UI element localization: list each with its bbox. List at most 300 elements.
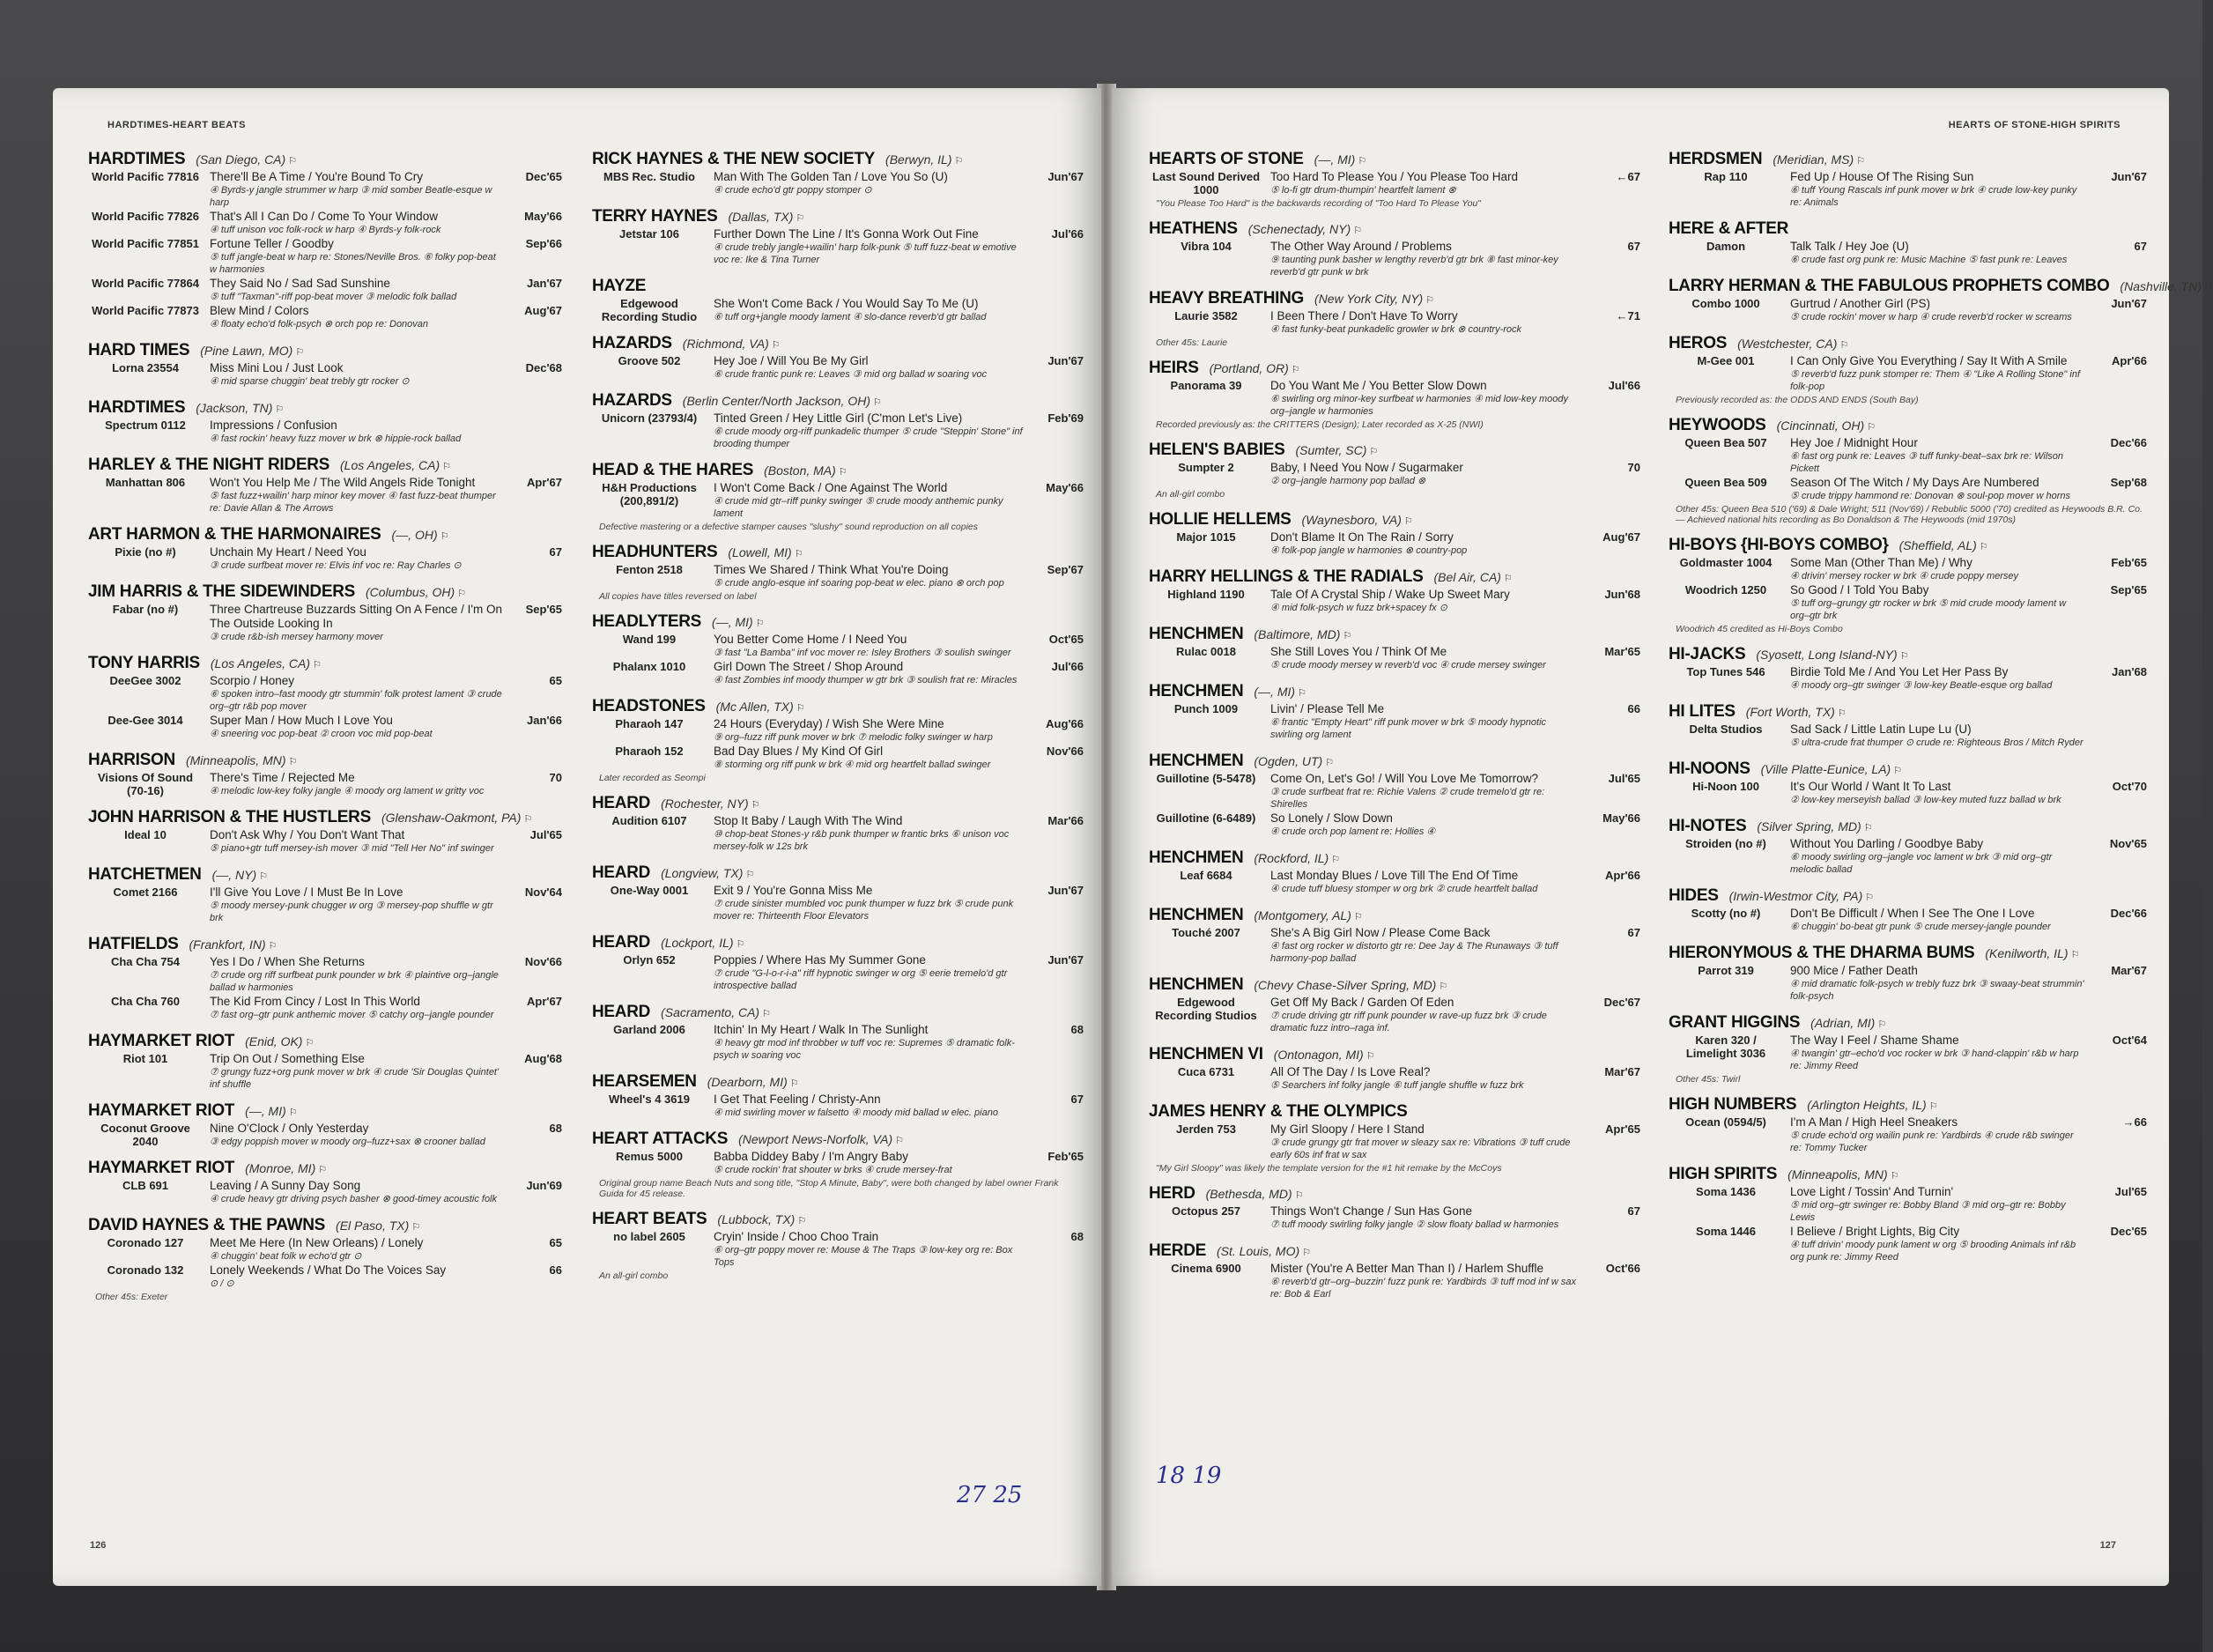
song-titles: There's Time / Rejected Me	[210, 771, 355, 784]
release-body	[210, 1263, 502, 1290]
release-date: Jun'67	[1047, 884, 1084, 897]
release-body	[1270, 461, 1580, 487]
band-name: HIGH NUMBERS	[1669, 1095, 1797, 1114]
release-body	[1790, 354, 2087, 393]
band-entry	[590, 1003, 1084, 1062]
release-row	[1669, 556, 2147, 582]
band-location: (San Diego, CA) ⚐	[196, 152, 297, 167]
song-description: ⑨ taunting punk basher w lengthy reverb'd gtr brk ⑧ fast minor-key reverb'd gtr punk w brk	[1270, 255, 1558, 278]
release-row	[592, 953, 1084, 992]
release-row	[88, 1052, 562, 1091]
band-name: JOHN HARRISON & THE HUSTLERS	[88, 808, 371, 826]
release-date: 67	[1627, 240, 1640, 253]
release-body	[1270, 170, 1580, 196]
release-row	[592, 814, 1084, 853]
band-name: HATFIELDS	[88, 935, 179, 953]
song-description: ⑤ reverb'd fuzz punk stomper re: Them ④ "Like A Rolling Stone" inf folk-pop	[1790, 369, 2081, 392]
release-date: Mar'65	[1604, 645, 1640, 658]
band-location: (Berlin Center/North Jackson, OH) ⚐	[683, 394, 882, 408]
release-row	[592, 717, 1084, 744]
release-body	[1270, 530, 1580, 557]
release-date: 65	[549, 674, 562, 687]
song-description: ③ crude surfbeat mover re: Elvis inf voc re: Ray Charles ⊙	[210, 560, 462, 571]
song-description: ⑥ frantic "Empty Heart" riff punk mover w brk ⑤ moody hypnotic swirling org lament	[1270, 717, 1547, 740]
release-row	[88, 170, 562, 209]
band-header	[1669, 416, 2147, 435]
record-label: Visions Of Sound (70-16)	[97, 771, 194, 797]
song-description: ④ mid sparse chuggin' beat trebly gtr rocker ⊙	[210, 376, 410, 387]
band-header	[1669, 645, 2147, 664]
band-header	[88, 150, 562, 169]
band-header	[88, 341, 562, 360]
song-description: ③ edgy poppish mover w moody org–fuzz+sax ⊗ crooner ballad	[210, 1137, 485, 1147]
song-description: ⑥ spoken intro–fast moody gtr stummin' folk protest lament ③ crude org–gtr r&b pop mover	[210, 689, 502, 712]
song-titles: Won't You Help Me / The Wild Angels Ride Tonight	[210, 476, 476, 489]
release-row	[1669, 240, 2147, 266]
band-location: (Lubbock, TX) ⚐	[717, 1212, 806, 1226]
release-body	[1790, 837, 2087, 876]
release-body	[210, 210, 502, 236]
band-name: HARDTIMES	[88, 150, 186, 168]
record-label: Wand 199	[622, 633, 677, 646]
release-row	[1669, 354, 2147, 393]
song-description: ④ chuggin' beat folk w echo'd gtr ⊙	[210, 1251, 362, 1262]
release-row	[1149, 1204, 1640, 1231]
entry-note: All copies have titles reversed on label	[599, 591, 757, 602]
band-entry	[1667, 219, 2147, 266]
band-entry	[590, 863, 1084, 922]
release-body	[210, 419, 502, 445]
song-description: ⑨ org–fuzz riff punk mover w brk ⑦ melodic folky swinger w harp	[714, 732, 993, 743]
band-location: (—, MI) ⚐	[712, 615, 765, 629]
record-label: Edgewood Recording Studios	[1155, 996, 1257, 1022]
release-body	[1270, 996, 1580, 1034]
song-titles: Bad Day Blues / My Kind Of Girl	[714, 745, 884, 758]
song-description: ④ heavy gtr mod inf throbber w tuff voc re: Supremes ⑤ dramatic folk-psych w soaring voc	[714, 1038, 1015, 1061]
band-header	[88, 935, 562, 954]
band-location: (Schenectady, NY) ⚐	[1248, 222, 1362, 236]
band-header	[1669, 536, 2147, 555]
release-date: 70	[549, 771, 562, 784]
release-body	[1270, 588, 1580, 614]
band-entry	[1147, 1241, 1640, 1300]
release-date: Mar'67	[1604, 1065, 1640, 1078]
band-entry	[590, 1072, 1084, 1119]
band-entry	[590, 334, 1084, 381]
song-description: ② org–jangle harmony pop ballad ⊗	[1270, 476, 1426, 486]
release-date: Feb'65	[2111, 556, 2147, 569]
song-titles: Hey Joe / Will You Be My Girl	[714, 354, 869, 367]
band-header	[1669, 277, 2202, 296]
release-row	[1149, 996, 1640, 1034]
release-body	[714, 633, 1024, 659]
band-header	[1149, 752, 1640, 771]
record-label: Hi-Noon 100	[1692, 780, 1759, 793]
band-header	[1149, 359, 1640, 378]
release-row	[592, 1230, 1084, 1269]
band-entry	[590, 933, 1084, 992]
band-entry	[1667, 1165, 2147, 1263]
song-description: ⑤ ultra-crude frat thumper ⊙ crude re: Righteous Bros / Mitch Ryder	[1790, 737, 2083, 748]
song-description: ④ fast funky-beat punkadelic growler w brk ⊗ country-rock	[1270, 324, 1522, 335]
band-header	[1669, 150, 2147, 169]
song-description: ⑤ piano+gtr tuff mersey-ish mover ③ mid "Tell Her No" inf swinger	[210, 843, 494, 854]
song-titles: Impressions / Confusion	[210, 419, 337, 432]
band-header	[592, 543, 1084, 562]
release-row	[88, 995, 562, 1021]
band-entry	[1147, 150, 1640, 209]
release-row	[592, 1093, 1084, 1119]
band-header	[592, 150, 1084, 169]
release-row	[1669, 1185, 2147, 1224]
release-body	[210, 237, 502, 276]
band-name: HI-NOONS	[1669, 759, 1750, 778]
band-location: (—, NY) ⚐	[212, 868, 268, 882]
song-titles: Poppies / Where Has My Summer Gone	[714, 953, 926, 967]
song-description: ⑤ tuff jangle-beat w harp re: Stones/Neville Bros. ⑥ folky pop-beat w harmonies	[210, 252, 496, 275]
song-titles: She Won't Come Back / You Would Say To Me (U)	[714, 297, 979, 310]
band-name: HENCHMEN	[1149, 906, 1244, 924]
release-date: Nov'64	[524, 885, 562, 899]
song-description: ⑤ crude rockin' frat shouter w brks ④ crude mersey-frat	[714, 1165, 952, 1175]
band-entry	[1667, 944, 2147, 1003]
band-entry	[590, 794, 1084, 853]
record-label: Cuca 6731	[1177, 1065, 1235, 1078]
record-label: Pixie (no #)	[115, 545, 176, 559]
release-body	[210, 828, 502, 855]
page-number-left: 126	[90, 1540, 107, 1551]
release-body	[1790, 476, 2087, 502]
band-location: (Minneapolis, MN) ⚐	[1787, 1167, 1899, 1182]
band-name: HENCHMEN	[1149, 848, 1244, 867]
band-name: HEATHENS	[1149, 219, 1238, 238]
song-titles: I Get That Feeling / Christy-Ann	[714, 1093, 881, 1106]
song-titles: Babba Diddey Baby / I'm Angry Baby	[714, 1150, 908, 1163]
song-description: ⑥ moody swirling org–jangle voc lament w brk ③ mid org–gtr melodic ballad	[1790, 852, 2053, 875]
record-label: Parrot 319	[1698, 964, 1754, 977]
band-header	[592, 863, 1084, 883]
song-description: ④ crude trebly jangle+wailin' harp folk-punk ⑤ tuff fuzz-beat w emotive voc re: Ike & Tina Turner	[714, 242, 1017, 265]
release-date: Jul'66	[1608, 379, 1640, 392]
release-row	[592, 297, 1084, 323]
song-description: ④ crude echo'd gtr poppy stomper ⊙	[714, 185, 872, 196]
song-description: ④ crude orch pop lament re: Hollies ④	[1270, 826, 1436, 837]
song-description: ④ melodic low-key folky jangle ④ moody org lament w gritty voc	[210, 786, 485, 796]
band-name: HAYZE	[592, 277, 647, 295]
song-titles: She's A Big Girl Now / Please Come Back	[1270, 926, 1491, 939]
band-entry	[1667, 416, 2147, 525]
release-row	[1149, 702, 1640, 741]
release-date: Jul'66	[1051, 660, 1084, 673]
release-body	[1790, 297, 2087, 323]
record-label: Unicorn (23793/4)	[601, 411, 698, 425]
song-description: ⑦ fast org–gtr punk anthemic mover ⑤ catchy org–jangle pounder	[210, 1010, 494, 1020]
band-header	[88, 1101, 562, 1121]
song-description: ⑦ crude "G-l-o-r-i-a" riff hypnotic swinger w org ⑤ eerie tremelo'd gtr introspective ballad	[714, 968, 1008, 991]
release-row	[1149, 1065, 1640, 1092]
song-description: ④ mid folk-psych w fuzz brk+spacey fx ⊙	[1270, 603, 1447, 613]
band-location: (Newport News-Norfolk, VA) ⚐	[738, 1132, 904, 1146]
release-date: Aug'66	[1046, 717, 1084, 730]
song-titles: It's Our World / Want It To Last	[1790, 780, 1951, 793]
record-label: Pharaoh 152	[615, 745, 684, 758]
record-label: Highland 1190	[1167, 588, 1245, 601]
band-name: JAMES HENRY & THE OLYMPICS	[1149, 1102, 1408, 1121]
band-location: (Columbus, OH) ⚐	[366, 585, 466, 599]
record-label: Queen Bea 509	[1684, 476, 1767, 489]
record-label: Goldmaster 1004	[1679, 556, 1773, 569]
band-name: HERE & AFTER	[1669, 219, 1789, 238]
band-entry	[1147, 1102, 1640, 1174]
song-description: ④ tuff drivin' moody punk lament w org ⑤ brooding Animals inf r&b org punk re: Jimmy Reed	[1790, 1240, 2076, 1263]
band-header	[1149, 1184, 1640, 1204]
record-label: Jetstar 106	[619, 227, 679, 241]
band-name: HAYMARKET RIOT	[88, 1159, 235, 1177]
song-description: ⑤ tuff "Taxman"-riff pop-beat mover ③ melodic folk ballad	[210, 292, 457, 302]
release-row	[1149, 588, 1640, 614]
release-row	[592, 227, 1084, 266]
release-row	[1669, 476, 2147, 502]
song-description: ⑩ chop-beat Stones-y r&b punk thumper w frantic brks ⑥ unison voc mersey-folk w 12s brk	[714, 829, 1010, 852]
release-date: 67	[1627, 1204, 1640, 1218]
record-label: Coronado 132	[107, 1263, 184, 1277]
band-location: (Montgomery, AL) ⚐	[1254, 908, 1362, 922]
band-entry	[1667, 759, 2147, 806]
song-titles: Too Hard To Please You / You Please Too Hard	[1270, 170, 1518, 183]
release-date: Jan'68	[2112, 665, 2147, 678]
release-body	[714, 411, 1024, 450]
entry-note: Other 45s: Laurie	[1156, 337, 1228, 348]
band-entry	[1147, 1045, 1640, 1092]
release-body	[1790, 436, 2087, 475]
song-description: ⑤ moody mersey-punk chugger w org ③ mersey-pop shuffle w gtr brk	[210, 900, 493, 923]
release-date: Dec'67	[1603, 996, 1640, 1009]
band-name: HELEN'S BABIES	[1149, 441, 1285, 459]
record-label: Delta Studios	[1689, 722, 1763, 736]
release-row	[592, 411, 1084, 450]
song-description: ⑤ tuff org–grungy gtr rocker w brk ⑤ mid crude moody lament w org–gtr brk	[1790, 598, 2067, 621]
band-entry	[1147, 567, 1640, 614]
release-date: Mar'66	[1047, 814, 1084, 827]
record-label: Coronado 127	[107, 1236, 184, 1249]
running-head-left: HARDTIMES-HEART BEATS	[107, 120, 246, 130]
song-description: ④ folk-pop jangle w harmonies ⊗ country-pop	[1270, 545, 1468, 556]
release-date: 67	[1627, 926, 1640, 939]
record-label: One-Way 0001	[610, 884, 689, 897]
song-titles: 24 Hours (Everyday) / Wish She Were Mine	[714, 717, 944, 730]
song-description: ④ crude tuff bluesy stomper w org brk ② crude heartfelt ballad	[1270, 884, 1538, 894]
record-label: Pharaoh 147	[615, 717, 684, 730]
band-header	[592, 1003, 1084, 1022]
running-head-right: HEARTS OF STONE-HIGH SPIRITS	[1948, 120, 2120, 130]
entry-note: Other 45s: Twirl	[1676, 1074, 1741, 1085]
band-name: HEARTS OF STONE	[1149, 150, 1304, 168]
record-label: World Pacific 77851	[92, 237, 199, 250]
record-label: M-Gee 001	[1697, 354, 1755, 367]
release-row	[88, 210, 562, 236]
song-titles: Fortune Teller / Goodby	[210, 237, 334, 250]
band-name: HIDES	[1669, 886, 1719, 905]
band-entry	[1667, 645, 2147, 692]
release-body	[210, 1236, 502, 1263]
song-titles: There'll Be A Time / You're Bound To Cry	[210, 170, 424, 183]
release-date: 66	[1627, 702, 1640, 715]
release-body	[714, 1093, 1024, 1119]
record-label: DeeGee 3002	[109, 674, 181, 687]
release-body	[1270, 379, 1580, 418]
release-date: Apr'66	[2112, 354, 2147, 367]
record-label: Touché 2007	[1172, 926, 1240, 939]
entry-note: Woodrich 45 credited as Hi-Boys Combo	[1676, 624, 1843, 634]
band-name: HATCHETMEN	[88, 865, 202, 884]
handwritten-count-right: 18 19	[1156, 1463, 1222, 1489]
release-row	[1669, 170, 2147, 209]
band-name: HEART BEATS	[592, 1210, 707, 1228]
song-description: ③ crude surfbeat frat re: Richie Valens ② crude tremelo'd gtr re: Shirelles	[1270, 787, 1545, 810]
release-body	[210, 674, 502, 713]
song-titles: I Won't Come Back / One Against The World	[714, 481, 948, 494]
left-column-1	[86, 150, 562, 1313]
release-date: Jul'66	[1051, 227, 1084, 241]
release-body	[714, 481, 1024, 520]
band-header	[1149, 848, 1640, 868]
band-location: (Lockport, IL) ⚐	[661, 936, 744, 950]
band-name: HENCHMEN	[1149, 682, 1244, 700]
band-location: (Sacramento, CA) ⚐	[661, 1005, 771, 1019]
band-name: HI-NOTES	[1669, 817, 1747, 835]
band-name: HAZARDS	[592, 334, 672, 352]
release-row	[1669, 964, 2147, 1003]
band-header	[1669, 944, 2147, 963]
band-location: (Lowell, MI) ⚐	[728, 545, 803, 559]
band-header	[1149, 219, 1640, 239]
song-description: ⑥ chuggin' bo-beat gtr punk ⑤ crude mersey-jangle pounder	[1790, 922, 2051, 932]
song-titles: Get Off My Back / Garden Of Eden	[1270, 996, 1454, 1009]
song-titles: Cryin' Inside / Choo Choo Train	[714, 1230, 879, 1243]
record-label: Audition 6107	[611, 814, 687, 827]
release-date: Jan'66	[527, 714, 562, 727]
entry-note: Original group name Beach Nuts and song title, "Stop A Minute, Baby", were both changed by label owner Frank Guida for 45 release.	[599, 1178, 1059, 1199]
band-location: (Irwin-Westmor City, PA) ⚐	[1729, 889, 1875, 903]
release-row	[1149, 811, 1640, 838]
release-body	[1790, 964, 2087, 1003]
song-titles: Fed Up / House Of The Rising Sun	[1790, 170, 1974, 183]
band-location: (Bethesda, MD) ⚐	[1206, 1187, 1304, 1201]
release-row	[1669, 297, 2147, 323]
band-name: HEART ATTACKS	[592, 1130, 729, 1148]
song-titles: Don't Blame It On The Rain / Sorry	[1270, 530, 1454, 544]
release-date: 70	[1627, 461, 1640, 474]
record-label: Karen 320 / Limelight 3036	[1685, 1033, 1766, 1060]
release-date: Sep'66	[525, 237, 562, 250]
song-description: ④ crude heavy gtr driving psych basher ⊗ good-timey acoustic folk	[210, 1194, 498, 1204]
record-label: Leaf 6684	[1180, 869, 1232, 882]
band-entry	[86, 751, 562, 797]
release-body	[210, 995, 502, 1021]
release-date: ←67	[1616, 170, 1640, 183]
song-titles: Tale Of A Crystal Ship / Wake Up Sweet Mary	[1270, 588, 1510, 601]
record-label: Spectrum 0112	[105, 419, 186, 432]
song-titles: Baby, I Need You Now / Sugarmaker	[1270, 461, 1463, 474]
record-label: Fabar (no #)	[112, 603, 179, 616]
release-row	[1149, 645, 1640, 671]
release-row	[592, 745, 1084, 771]
band-location: (Arlington Heights, IL) ⚐	[1807, 1098, 1937, 1112]
song-titles: Girl Down The Street / Shop Around	[714, 660, 904, 673]
release-row	[1149, 1262, 1640, 1300]
band-entry	[86, 398, 562, 445]
band-location: (Dallas, TX) ⚐	[728, 210, 804, 224]
band-header	[88, 751, 562, 770]
band-name: HOLLIE HELLEMS	[1149, 510, 1292, 529]
band-header	[1149, 441, 1640, 460]
song-titles: She Still Loves You / Think Of Me	[1270, 645, 1447, 658]
song-titles: Man With The Golden Tan / Love You So (U)	[714, 170, 948, 183]
entry-note: Other 45s: Queen Bea 510 ('69) & Dale Wright; 511 (Nov'69) / Rebublic 5000 ('70) credited as Heywoods B.R. Co. — Achieved national hits recording as Bo Donaldson & The Heywoods (mid 1970s)	[1676, 504, 2143, 525]
band-location: (Jackson, TN) ⚐	[196, 401, 284, 415]
song-description: ⑦ tuff moody swirling folky jangle ② slow floaty ballad w harmonies	[1270, 1219, 1559, 1230]
band-entry	[86, 1101, 562, 1148]
band-name: TERRY HAYNES	[592, 207, 718, 226]
release-date: Jan'67	[527, 277, 562, 290]
band-header	[1149, 975, 1640, 995]
release-date: Jul'65	[529, 828, 562, 841]
band-location: (Mc Allen, TX) ⚐	[716, 700, 805, 714]
song-description: ② low-key merseyish ballad ③ low-key muted fuzz ballad w brk	[1790, 795, 2061, 805]
band-entry	[1147, 906, 1640, 965]
band-entry	[1147, 752, 1640, 838]
band-name: HEAVY BREATHING	[1149, 289, 1305, 307]
band-header	[592, 1130, 1084, 1149]
song-description: ③ fast "La Bamba" inf voc mover re: Isley Brothers ③ soulish swinger	[714, 648, 1011, 658]
song-description: ⑦ grungy fuzz+org punk mover w brk ④ crude 'Sir Douglas Quintet' inf shuffle	[210, 1067, 500, 1090]
release-body	[714, 354, 1024, 381]
song-titles: Times We Shared / Think What You're Doing	[714, 563, 949, 576]
release-row	[88, 1122, 562, 1148]
song-titles: Leaving / A Sunny Day Song	[210, 1179, 361, 1192]
release-row	[88, 277, 562, 303]
band-name: JIM HARRIS & THE SIDEWINDERS	[88, 582, 356, 601]
band-name: HEARD	[592, 794, 651, 812]
song-titles: Some Man (Other Than Me) / Why	[1790, 556, 1972, 569]
band-name: HEARSEMEN	[592, 1072, 697, 1091]
release-date: Apr'65	[1605, 1122, 1640, 1136]
release-row	[88, 1236, 562, 1263]
release-body	[1270, 1204, 1580, 1231]
release-row	[88, 1179, 562, 1205]
record-label: Scotty (no #)	[1691, 907, 1761, 920]
song-titles: Blew Mind / Colors	[210, 304, 309, 317]
release-row	[88, 714, 562, 740]
record-label: Top Tunes 546	[1686, 665, 1765, 678]
record-label: Riot 101	[122, 1052, 168, 1065]
release-date: Jun'67	[1047, 354, 1084, 367]
record-label: Orlyn 652	[623, 953, 676, 967]
release-row	[1669, 436, 2147, 475]
release-row	[592, 633, 1084, 659]
band-entry	[1147, 848, 1640, 895]
song-titles: Scorpio / Honey	[210, 674, 295, 687]
release-body	[1790, 665, 2087, 692]
band-name: RICK HAYNES & THE NEW SOCIETY	[592, 150, 876, 168]
release-date: Mar'67	[2111, 964, 2147, 977]
band-location: (Ontonagon, MI) ⚐	[1274, 1048, 1375, 1062]
song-titles: Itchin' In My Heart / Walk In The Sunlight	[714, 1023, 929, 1036]
band-entry	[590, 391, 1084, 450]
band-location: (New York City, NY) ⚐	[1314, 292, 1434, 306]
release-row	[88, 1263, 562, 1290]
song-description: ⑥ fast org punk re: Leaves ③ tuff funky-beat–sax brk re: Wilson Pickett	[1790, 451, 2064, 474]
